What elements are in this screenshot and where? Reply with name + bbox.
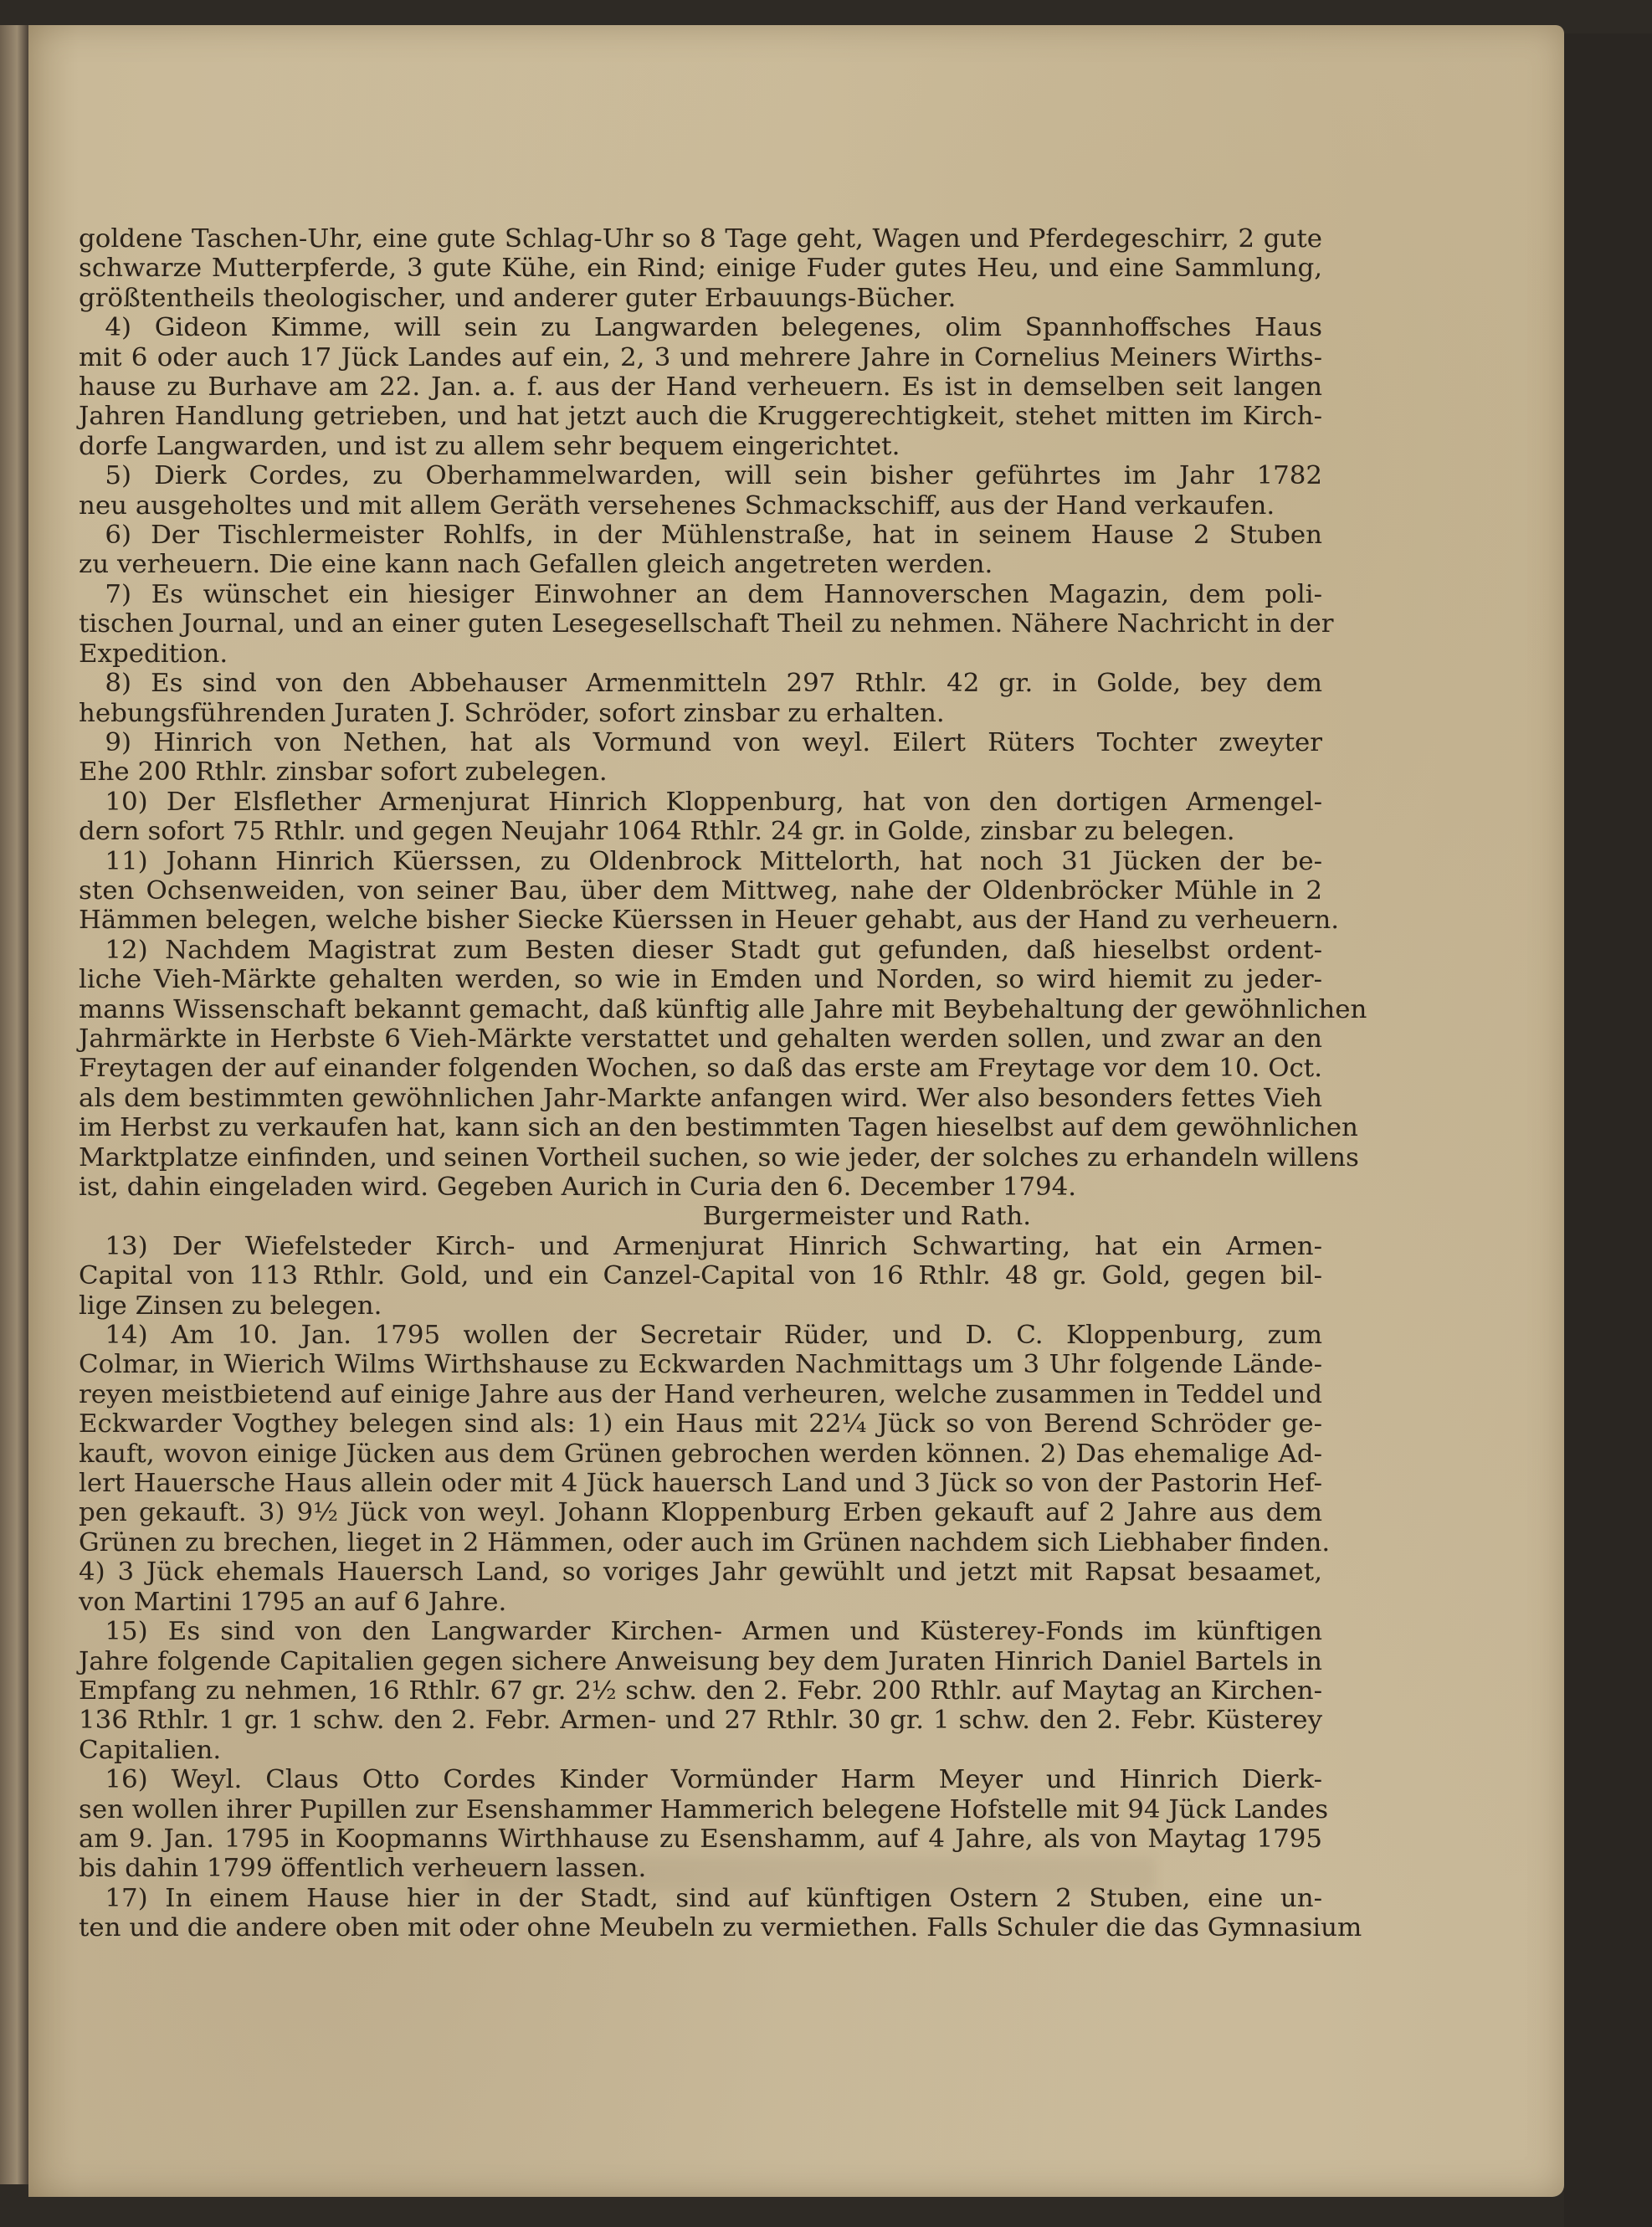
text-line: Capital von 113 Rthlr. Gold, und ein Canzel-Capital von 16 Rthlr. 48 gr. Gold, gegen bil-	[79, 1261, 1323, 1291]
text-line: am 9. Jan. 1795 in Koopmanns Wirthhause zu Esenshamm, auf 4 Jahre, als von Maytag 1795	[79, 1824, 1323, 1853]
text-line: lert Hauersche Haus allein oder mit 4 Jück hauersch Land und 3 Jück so von der Pastorin Hef-	[79, 1469, 1323, 1498]
text-line: größtentheils theologischer, und anderer guter Erbauungs-Bücher.	[79, 283, 957, 312]
text-line: im Herbst zu verkaufen hat, kann sich an den bestimmten Tagen hieselbst auf dem gewöhnlichen	[79, 1113, 1358, 1142]
text-line: lige Zinsen zu belegen.	[79, 1291, 382, 1320]
text-line: von Martini 1795 an auf 6 Jahre.	[79, 1587, 507, 1616]
text-line: Ehe 200 Rthlr. zinsbar sofort zubelegen.	[79, 757, 608, 787]
text-line: ist, dahin eingeladen wird. Gegeben Aurich in Curia den 6. December 1794.	[79, 1173, 1077, 1201]
text-line: Eckwarder Vogthey belegen sind als: 1) ein Haus mit 22¼ Jück so von Berend Schröder ge-	[79, 1409, 1323, 1439]
signature-line: Burgermeister und Rath.	[702, 1202, 1032, 1231]
text-line: zu verheuern. Die eine kann nach Gefallen gleich angetreten werden.	[79, 550, 993, 579]
text-line: Expedition.	[79, 639, 228, 668]
text-line: 5) Dierk Cordes, zu Oberhammelwarden, will sein bisher geführtes im Jahr 1782	[105, 461, 1323, 490]
text-line: liche Vieh-Märkte gehalten werden, so wie in Emden und Norden, so wird hiemit zu jeder-	[79, 965, 1323, 994]
text-line: 136 Rthlr. 1 gr. 1 schw. den 2. Febr. Armen- und 27 Rthlr. 30 gr. 1 schw. den 2. Febr. Küsterey	[79, 1706, 1323, 1735]
text-line: 9) Hinrich von Nethen, hat als Vormund von weyl. Eilert Rüters Tochter zweyter	[105, 727, 1323, 757]
text-line: 7) Es wünschet ein hiesiger Einwohner an dem Hannoverschen Magazin, dem poli-	[105, 579, 1323, 608]
text-line: Freytagen der auf einander folgenden Wochen, so daß das erste am Freytage vor dem 10. Oct.	[79, 1054, 1323, 1083]
text-line: 17) In einem Hause hier in der Stadt, sind auf künftigen Ostern 2 Stuben, eine un-	[105, 1883, 1323, 1912]
text-line: kauft, wovon einige Jücken aus dem Grünen gebrochen werden können. 2) Das ehemalige Ad-	[79, 1439, 1323, 1468]
text-line: pen gekauft. 3) 9½ Jück von weyl. Johann Kloppenburg Erben gekauft auf 2 Jahre aus dem	[79, 1498, 1323, 1527]
text-line: 14) Am 10. Jan. 1795 wollen der Secretair Rüder, und D. C. Kloppenburg, zum	[105, 1321, 1323, 1350]
text-line: Empfang zu nehmen, 16 Rthlr. 67 gr. 2½ schw. den 2. Febr. 200 Rthlr. auf Maytag an Kirchen-	[79, 1675, 1323, 1705]
text-line: dorfe Langwarden, und ist zu allem sehr bequem eingerichtet.	[79, 431, 900, 460]
text-line: bis dahin 1799 öffentlich verheuern lassen.	[79, 1854, 647, 1883]
scanner-background-edge	[1564, 33, 1652, 2227]
text-line: 15) Es sind von den Langwarder Kirchen- Armen und Küsterey-Fonds im künftigen	[105, 1617, 1323, 1646]
text-line: 12) Nachdem Magistrat zum Besten dieser Stadt gut gefunden, daß hieselbst ordent-	[105, 935, 1323, 964]
text-line: neu ausgeholtes und mit allem Geräth versehenes Schmackschiff, aus der Hand verkaufen.	[79, 490, 1275, 520]
text-line: hause zu Burhave am 22. Jan. a. f. aus der Hand verheuern. Es ist in demselben seit langen	[79, 372, 1323, 402]
text-line: Colmar, in Wierich Wilms Wirthshause zu Eckwarden Nachmittags um 3 Uhr folgende Lände-	[79, 1350, 1323, 1379]
text-line: manns Wissenschaft bekannt gemacht, daß künftig alle Jahre mit Beybehaltung der gewöhnlichen	[79, 994, 1367, 1024]
text-line: 13) Der Wiefelsteder Kirch- und Armenjurat Hinrich Schwarting, hat ein Armen-	[105, 1231, 1323, 1260]
text-line: 4) Gideon Kimme, will sein zu Langwarden belegenes, olim Spannhoffsches Haus	[105, 313, 1323, 342]
text-line: sen wollen ihrer Pupillen zur Esenshammer Hammerich belegene Hofstelle mit 94 Jück Landes	[79, 1794, 1329, 1824]
text-line: Jahrmärkte in Herbste 6 Vieh-Märkte verstattet und gehalten werden sollen, und zwar an den	[79, 1024, 1323, 1053]
previous-page-edge	[0, 25, 28, 2184]
page-text	[79, 224, 1367, 1943]
text-line: reyen meistbietend auf einige Jahre aus der Hand verheuren, welche zusammen in Teddel und	[79, 1379, 1323, 1409]
text-line: 11) Johann Hinrich Küerssen, zu Oldenbrock Mittelorth, hat noch 31 Jücken der be-	[105, 846, 1323, 875]
text-line: Capitalien.	[79, 1735, 222, 1764]
text-line: als dem bestimmten gewöhnlichen Jahr-Markte anfangen wird. Wer also besonders fettes Vieh	[79, 1083, 1323, 1112]
text-line: Grünen zu brechen, lieget in 2 Hämmen, oder auch im Grünen nachdem sich Liebhaber finden.	[79, 1527, 1331, 1557]
text-line: schwarze Mutterpferde, 3 gute Kühe, ein Rind; einige Fuder gutes Heu, und eine Sammlung,	[79, 254, 1323, 283]
text-line: goldene Taschen-Uhr, eine gute Schlag-Uhr so 8 Tage geht, Wagen und Pferdegeschirr, 2 gute	[79, 224, 1323, 253]
text-line: hebungsführenden Juraten J. Schröder, sofort zinsbar zu erhalten.	[79, 698, 945, 727]
text-line: 8) Es sind von den Abbehauser Armenmitteln 297 Rthlr. 42 gr. in Golde, bey dem	[105, 669, 1323, 698]
text-line: sten Ochsenweiden, von seiner Bau, über dem Mittweg, nahe der Oldenbröcker Mühle in 2	[79, 875, 1323, 905]
text-line: mit 6 oder auch 17 Jück Landes auf ein, 2, 3 und mehrere Jahre in Cornelius Meiners Wirths-	[79, 342, 1323, 372]
text-line: 16) Weyl. Claus Otto Cordes Kinder Vormünder Harm Meyer und Hinrich Dierk-	[105, 1765, 1323, 1794]
text-line: 6) Der Tischlermeister Rohlfs, in der Mühlenstraße, hat in seinem Hause 2 Stuben	[105, 521, 1323, 550]
text-line: dern sofort 75 Rthlr. und gegen Neujahr 1064 Rthlr. 24 gr. in Golde, zinsbar zu belegen.	[79, 817, 1235, 846]
text-line: Hämmen belegen, welche bisher Siecke Küerssen in Heuer gehabt, aus der Hand zu verheuern.	[79, 906, 1340, 935]
text-line: tischen Journal, und an einer guten Lesegesellschaft Theil zu nehmen. Nähere Nachricht in der	[79, 609, 1334, 639]
text-line: ten und die andere oben mit oder ohne Meubeln zu vermiethen. Falls Schuler die das Gymnasium	[79, 1913, 1362, 1942]
text-line: Jahre folgende Capitalien gegen sichere Anweisung bey dem Juraten Hinrich Daniel Bartels in	[79, 1646, 1323, 1675]
text-line: 10) Der Elsflether Armenjurat Hinrich Kloppenburg, hat von den dortigen Armengel-	[105, 787, 1323, 816]
text-line: Jahren Handlung getrieben, und hat jetzt auch die Kruggerechtigkeit, stehet mitten im Kirch-	[79, 402, 1323, 431]
text-line: 4) 3 Jück ehemals Hauersch Land, so voriges Jahr gewühlt und jetzt mit Rapsat besaamet,	[79, 1557, 1323, 1587]
text-line: Marktplatze einfinden, und seinen Vortheil suchen, so wie jeder, der solches zu erhandeln willens	[79, 1142, 1359, 1172]
